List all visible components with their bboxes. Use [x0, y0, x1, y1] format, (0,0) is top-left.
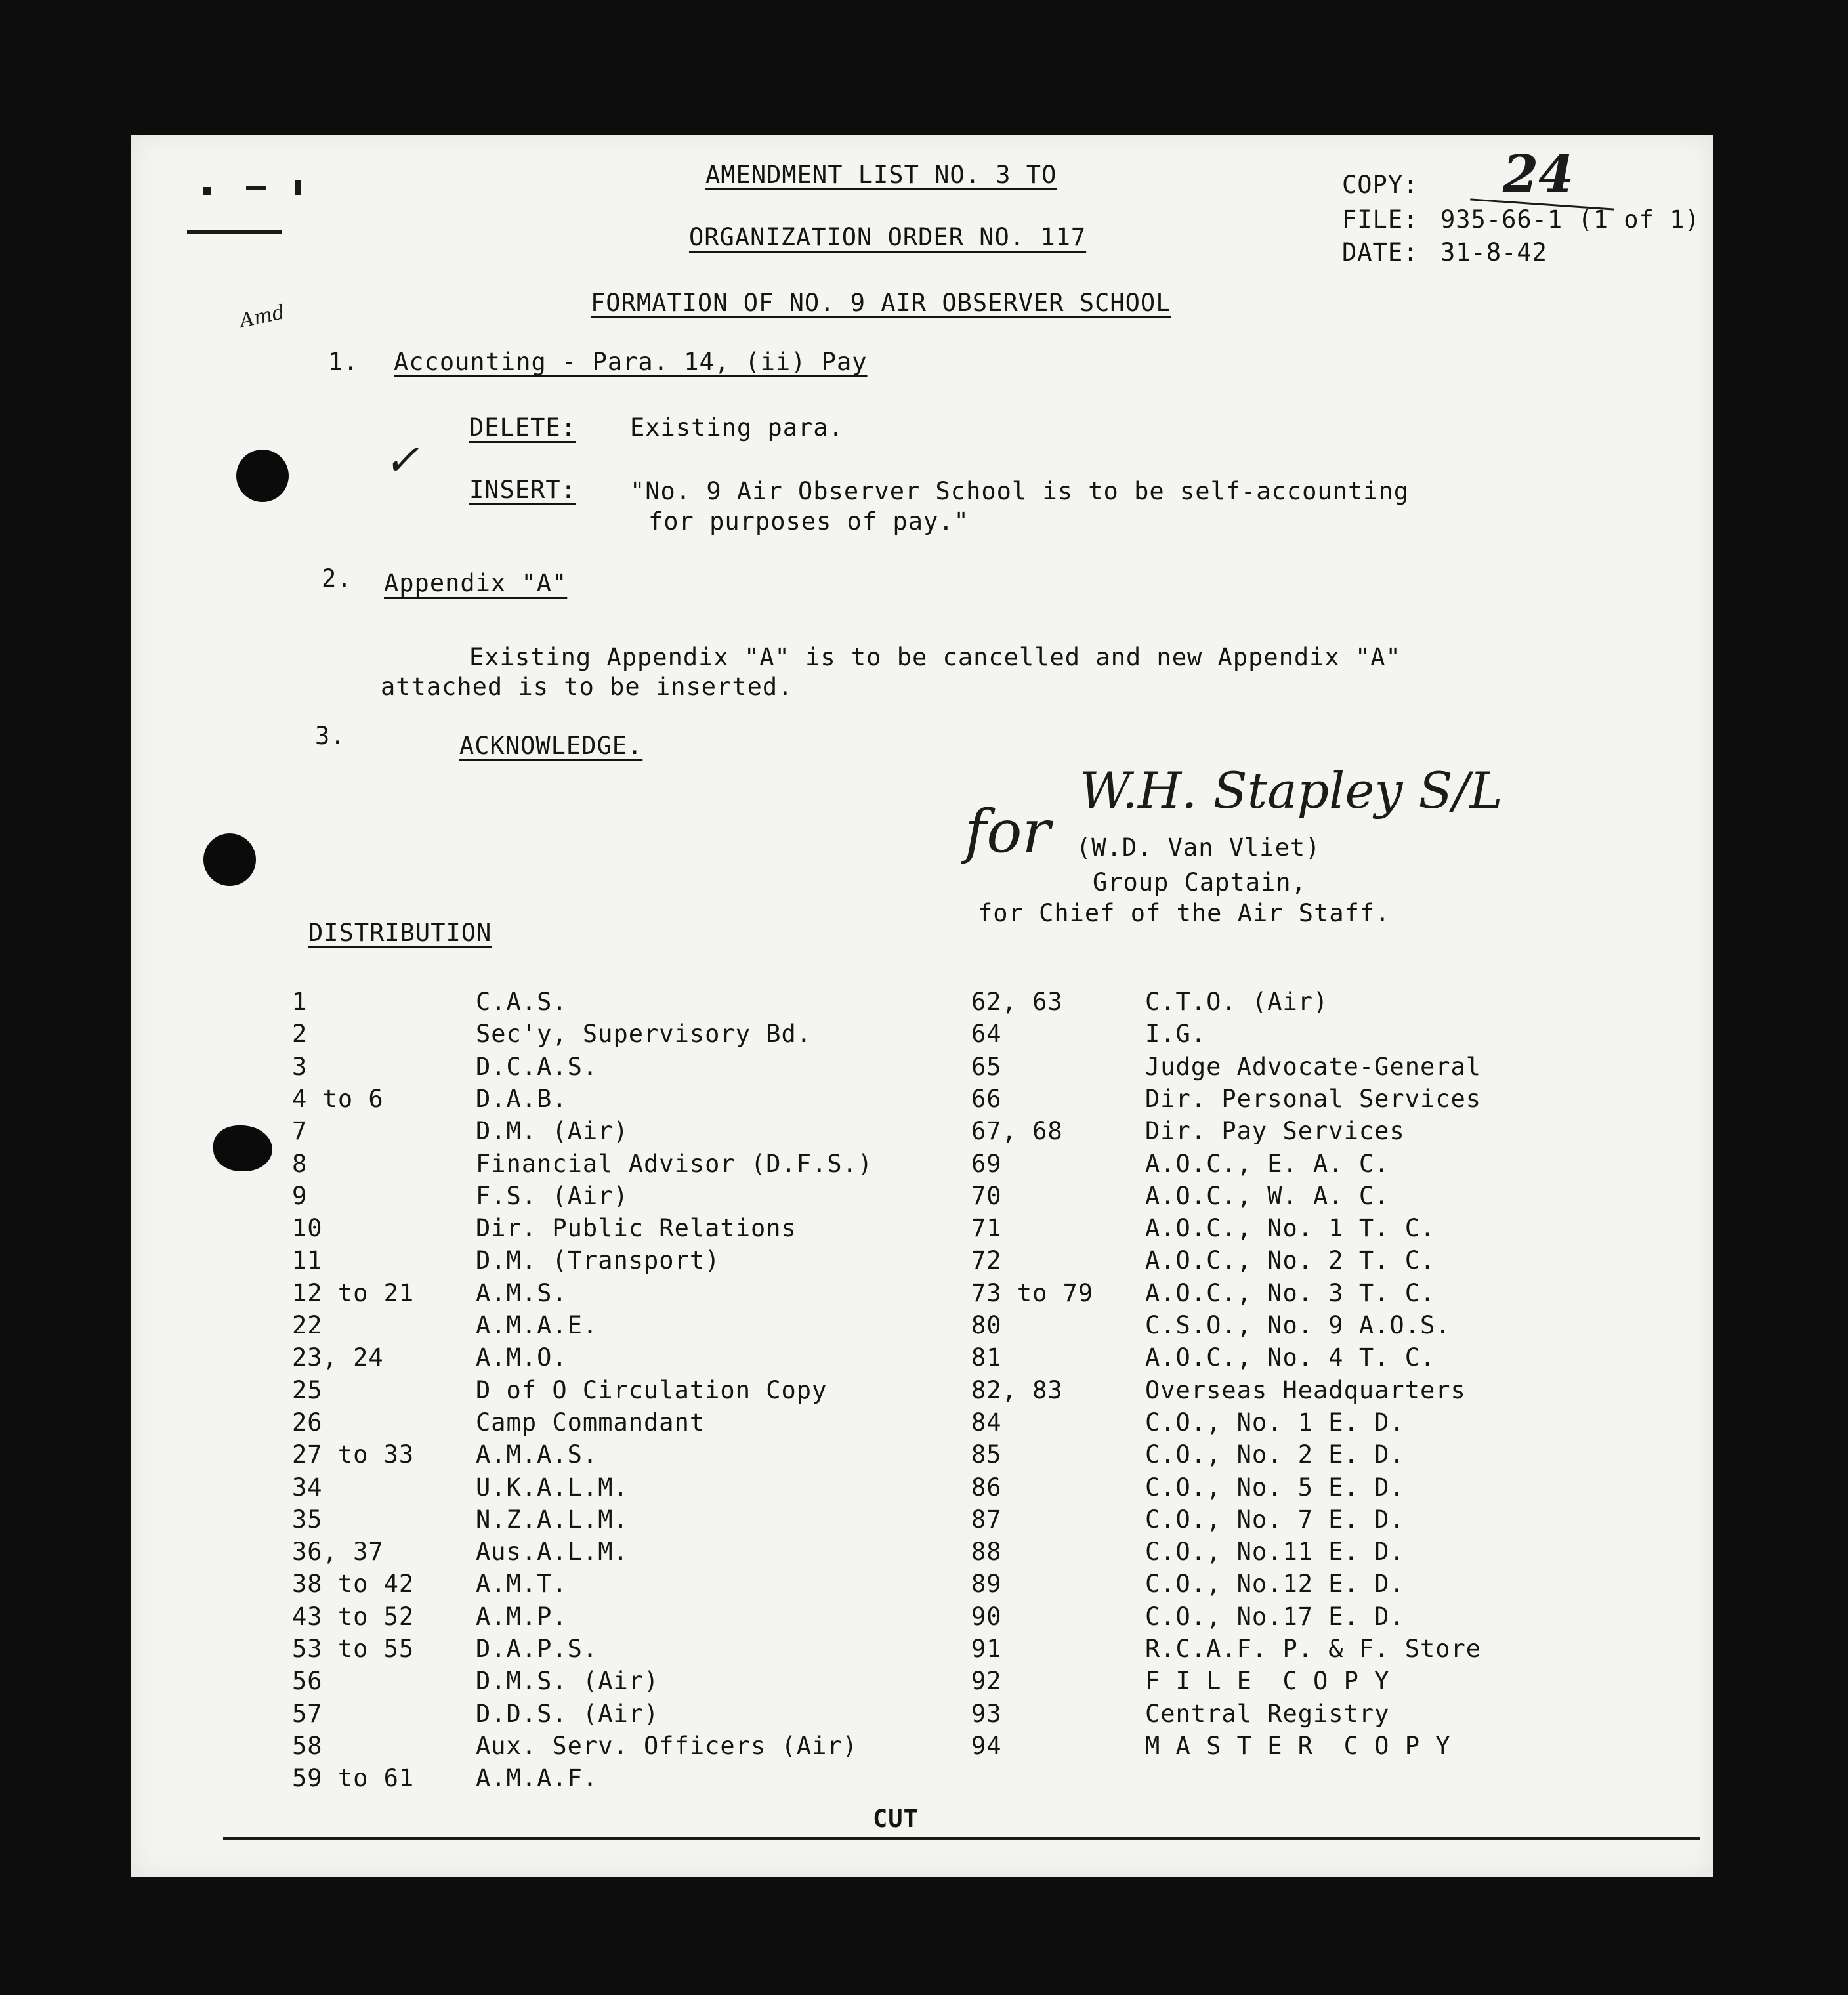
distribution-number: 80 — [971, 1311, 1002, 1339]
delete-text: Existing para. — [630, 413, 844, 442]
distribution-number: 71 — [971, 1214, 1002, 1243]
distribution-number: 2 — [292, 1020, 308, 1049]
distribution-recipient: A.M.P. — [476, 1602, 568, 1631]
distribution-number: 56 — [292, 1667, 323, 1696]
distribution-recipient: D.A.B. — [476, 1084, 568, 1113]
distribution-number: 8 — [292, 1149, 308, 1178]
distribution-recipient: N.Z.A.L.M. — [476, 1505, 629, 1534]
check-mark: ✓ — [384, 436, 419, 485]
distribution-recipient: M A S T E R C O P Y — [1145, 1731, 1451, 1760]
distribution-recipient: D.M.S. (Air) — [476, 1667, 660, 1696]
distribution-number: 67, 68 — [971, 1117, 1063, 1146]
distribution-number: 92 — [971, 1667, 1002, 1696]
distribution-recipient: A.M.S. — [476, 1278, 568, 1307]
distribution-recipient: R.C.A.F. P. & F. Store — [1145, 1635, 1482, 1663]
distribution-recipient: A.M.A.S. — [476, 1440, 598, 1469]
header-line-1: AMENDMENT LIST NO. 3 TO — [705, 161, 1057, 189]
distribution-recipient: D of O Circulation Copy — [476, 1376, 828, 1404]
distribution-heading: DISTRIBUTION — [308, 919, 492, 947]
distribution-number: 4 to 6 — [292, 1084, 384, 1113]
distribution-recipient: Aus.A.L.M. — [476, 1538, 629, 1566]
distribution-recipient: C.O., No.12 E. D. — [1145, 1570, 1405, 1599]
punch-hole-middle — [203, 833, 256, 886]
distribution-number: 35 — [292, 1505, 323, 1534]
header-line-3: FORMATION OF NO. 9 AIR OBSERVER SCHOOL — [591, 289, 1171, 317]
distribution-recipient: A.O.C., No. 1 T. C. — [1145, 1214, 1436, 1243]
distribution-number: 36, 37 — [292, 1538, 384, 1566]
distribution-number: 87 — [971, 1505, 1002, 1534]
distribution-recipient: Camp Commandant — [476, 1408, 705, 1437]
distribution-number: 11 — [292, 1246, 323, 1275]
distribution-recipient: C.O., No. 7 E. D. — [1145, 1505, 1405, 1534]
distribution-recipient: A.O.C., No. 3 T. C. — [1145, 1278, 1436, 1307]
copy-label: COPY: — [1342, 171, 1419, 199]
distribution-recipient: C.A.S. — [476, 988, 568, 1016]
section-3-title: ACKNOWLEDGE. — [459, 732, 643, 760]
distribution-number: 25 — [292, 1376, 323, 1404]
distribution-recipient: C.O., No. 2 E. D. — [1145, 1440, 1405, 1469]
distribution-recipient: D.A.P.S. — [476, 1635, 598, 1663]
distribution-recipient: A.O.C., W. A. C. — [1145, 1181, 1390, 1210]
distribution-recipient: Dir. Public Relations — [476, 1214, 797, 1243]
stray-mark — [187, 230, 282, 234]
distribution-number: 1 — [292, 988, 308, 1016]
distribution-recipient: C.O., No.11 E. D. — [1145, 1538, 1405, 1566]
file-value: 935-66-1 (1 of 1) — [1440, 205, 1700, 234]
distribution-number: 91 — [971, 1635, 1002, 1663]
section-1-number: 1. — [328, 348, 359, 376]
document-page — [131, 135, 1713, 1877]
section-2-title: Appendix "A" — [384, 569, 568, 597]
distribution-recipient: U.K.A.L.M. — [476, 1473, 629, 1502]
distribution-number: 7 — [292, 1117, 308, 1146]
distribution-number: 73 to 79 — [971, 1278, 1094, 1307]
section-1-title: Accounting - Para. 14, (ii) Pay — [394, 348, 868, 376]
distribution-recipient: C.O., No. 5 E. D. — [1145, 1473, 1405, 1502]
distribution-number: 9 — [292, 1181, 308, 1210]
distribution-number: 12 to 21 — [292, 1278, 415, 1307]
stray-mark — [203, 187, 211, 195]
distribution-number: 22 — [292, 1311, 323, 1339]
distribution-number: 94 — [971, 1731, 1002, 1760]
distribution-recipient: Overseas Headquarters — [1145, 1376, 1466, 1404]
section-2-text-1: Existing Appendix "A" is to be cancelled and new Appendix "A" — [469, 643, 1401, 671]
distribution-recipient: A.M.A.F. — [476, 1764, 598, 1793]
signatory-title: for Chief of the Air Staff. — [978, 899, 1391, 927]
distribution-recipient: D.M. (Transport) — [476, 1246, 721, 1275]
distribution-number: 23, 24 — [292, 1343, 384, 1372]
date-label: DATE: — [1342, 238, 1419, 266]
distribution-recipient: Dir. Pay Services — [1145, 1117, 1405, 1146]
distribution-number: 89 — [971, 1570, 1002, 1599]
distribution-recipient: A.M.A.E. — [476, 1311, 598, 1339]
handwritten-signature: W.H. Stapley S/L — [1080, 761, 1503, 820]
distribution-recipient: Aux. Serv. Officers (Air) — [476, 1731, 858, 1760]
stray-mark — [295, 180, 301, 195]
distribution-number: 85 — [971, 1440, 1002, 1469]
distribution-number: 70 — [971, 1181, 1002, 1210]
distribution-recipient: A.M.O. — [476, 1343, 568, 1372]
distribution-number: 72 — [971, 1246, 1002, 1275]
distribution-recipient: Judge Advocate-General — [1145, 1052, 1482, 1081]
distribution-recipient: C.T.O. (Air) — [1145, 988, 1329, 1016]
distribution-recipient: A.O.C., E. A. C. — [1145, 1149, 1390, 1178]
header-line-2: ORGANIZATION ORDER NO. 117 — [689, 223, 1087, 251]
distribution-number: 86 — [971, 1473, 1002, 1502]
section-2-text-2: attached is to be inserted. — [381, 673, 793, 701]
distribution-number: 58 — [292, 1731, 323, 1760]
section-2-number: 2. — [322, 564, 352, 593]
distribution-recipient: C.S.O., No. 9 A.O.S. — [1145, 1311, 1451, 1339]
distribution-number: 93 — [971, 1699, 1002, 1728]
distribution-number: 69 — [971, 1149, 1002, 1178]
date-value: 31-8-42 — [1440, 238, 1547, 266]
distribution-number: 3 — [292, 1052, 308, 1081]
copy-number: 24 — [1503, 144, 1574, 204]
signature-for: for — [965, 797, 1051, 866]
distribution-number: 81 — [971, 1343, 1002, 1372]
distribution-recipient: Sec'y, Supervisory Bd. — [476, 1020, 812, 1049]
distribution-number: 26 — [292, 1408, 323, 1437]
signatory-name: (W.D. Van Vliet) — [1076, 833, 1321, 862]
distribution-recipient: C.O., No.17 E. D. — [1145, 1602, 1405, 1631]
distribution-number: 53 to 55 — [292, 1635, 415, 1663]
insert-text-1: "No. 9 Air Observer School is to be self-accounting — [630, 477, 1410, 505]
distribution-recipient: F I L E C O P Y — [1145, 1667, 1390, 1696]
distribution-number: 66 — [971, 1084, 1002, 1113]
stray-mark — [246, 186, 266, 190]
distribution-recipient: Dir. Personal Services — [1145, 1084, 1482, 1113]
cut-line — [223, 1838, 1700, 1840]
distribution-recipient: A.O.C., No. 4 T. C. — [1145, 1343, 1436, 1372]
distribution-number: 65 — [971, 1052, 1002, 1081]
distribution-number: 59 to 61 — [292, 1764, 415, 1793]
distribution-recipient: F.S. (Air) — [476, 1181, 629, 1210]
distribution-number: 34 — [292, 1473, 323, 1502]
distribution-recipient: Central Registry — [1145, 1699, 1390, 1728]
distribution-recipient: D.M. (Air) — [476, 1117, 629, 1146]
file-label: FILE: — [1342, 205, 1419, 234]
insert-label: INSERT: — [469, 476, 576, 504]
section-3-number: 3. — [315, 722, 346, 750]
distribution-number: 38 to 42 — [292, 1570, 415, 1599]
insert-text-2: for purposes of pay." — [648, 507, 969, 536]
punch-hole-top — [236, 450, 289, 502]
distribution-number: 62, 63 — [971, 988, 1063, 1016]
distribution-recipient: Financial Advisor (D.F.S.) — [476, 1149, 873, 1178]
distribution-number: 43 to 52 — [292, 1602, 415, 1631]
distribution-recipient: C.O., No. 1 E. D. — [1145, 1408, 1405, 1437]
delete-label: DELETE: — [469, 413, 576, 442]
distribution-number: 84 — [971, 1408, 1002, 1437]
distribution-recipient: A.M.T. — [476, 1570, 568, 1599]
distribution-number: 90 — [971, 1602, 1002, 1631]
distribution-recipient: D.D.S. (Air) — [476, 1699, 660, 1728]
cut-label: CUT — [873, 1805, 919, 1833]
signatory-rank: Group Captain, — [1093, 868, 1307, 896]
distribution-recipient: D.C.A.S. — [476, 1052, 598, 1081]
distribution-recipient: A.O.C., No. 2 T. C. — [1145, 1246, 1436, 1275]
distribution-number: 64 — [971, 1020, 1002, 1049]
distribution-number: 88 — [971, 1538, 1002, 1566]
distribution-number: 82, 83 — [971, 1376, 1063, 1404]
distribution-number: 10 — [292, 1214, 323, 1243]
distribution-recipient: I.G. — [1145, 1020, 1207, 1049]
distribution-number: 27 to 33 — [292, 1440, 415, 1469]
distribution-number: 57 — [292, 1699, 323, 1728]
punch-hole-bottom — [213, 1125, 272, 1171]
marginal-note: Amd — [238, 301, 287, 333]
